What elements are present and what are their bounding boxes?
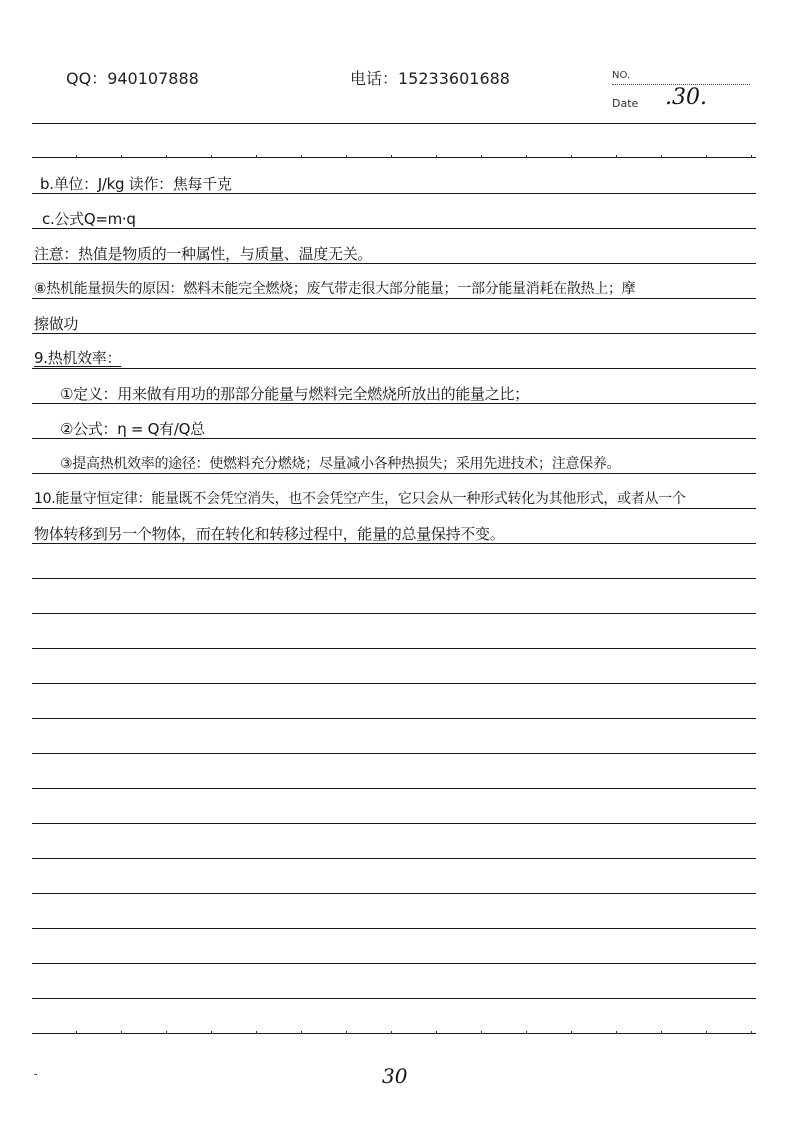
qq-contact: QQ：940107888 — [66, 69, 199, 88]
ruled-line — [32, 683, 756, 684]
note-line-energy-loss: ⑧热机能量损失的原因：燃料未能完全燃烧；废气带走很大部分能量；一部分能量消耗在散热上；摩 — [34, 281, 636, 297]
ruled-line — [32, 753, 756, 754]
ruled-line — [32, 368, 756, 369]
note-line-conservation-cont: 物体转移到另一个物体，而在转化和转移过程中，能量的总量保持不变。 — [34, 525, 505, 543]
ruled-line — [32, 648, 756, 649]
note-line-efficiency-formula: ②公式：η = Q有/Q总 — [60, 420, 205, 438]
ruled-line — [32, 893, 756, 894]
ruled-line — [32, 858, 756, 859]
ruled-line — [32, 613, 756, 614]
note-line-formula: c.公式Q=m·q — [42, 210, 136, 228]
ruled-line — [32, 998, 756, 999]
ruled-line — [32, 823, 756, 824]
note-line-conservation: 10.能量守恒定律：能量既不会凭空消失，也不会凭空产生，它只会从一种形式转化为其他形式，或者从一个 — [34, 491, 686, 507]
phone-contact: 电话：15233601688 — [350, 69, 510, 88]
ruled-line — [32, 718, 756, 719]
note-line-friction: 擦做功 — [34, 315, 79, 333]
ruled-line — [32, 228, 756, 229]
date-label: Date — [612, 97, 639, 110]
ruled-line — [32, 788, 756, 789]
ruled-line — [32, 123, 756, 124]
footer-mark — [34, 1074, 37, 1075]
note-line-caution: 注意：热值是物质的一种属性，与质量、温度无关。 — [34, 245, 373, 263]
note-heading-efficiency: 9.热机效率： — [34, 349, 122, 367]
note-line-improve: ③提高热机效率的途径：使燃料充分燃烧；尽量减小各种热损失；采用先进技术；注意保养。 — [60, 456, 621, 472]
ruled-line — [32, 157, 756, 158]
ruled-line — [32, 578, 756, 579]
note-line-unit: b.单位：J/kg 读作：焦每千克 — [40, 175, 232, 193]
ruled-line — [32, 1033, 756, 1034]
ruled-line — [32, 963, 756, 964]
ruled-line — [32, 333, 756, 334]
page-number: 30 — [382, 1064, 408, 1088]
note-line-definition: ①定义：用来做有用功的那部分能量与燃料完全燃烧所放出的能量之比； — [60, 385, 529, 403]
ruled-line — [32, 928, 756, 929]
no-label: NO. — [612, 70, 631, 81]
date-value: .30. — [665, 85, 707, 110]
